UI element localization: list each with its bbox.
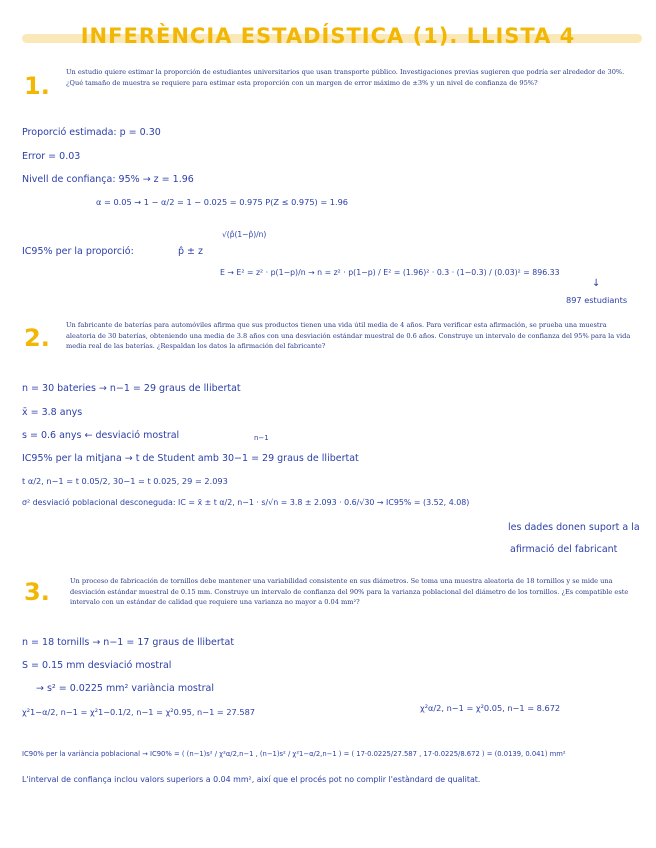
p1-line-ic-label: IC95% per la proporció: bbox=[22, 246, 134, 257]
p2-line-sd: s = 0.6 anys ← desviació mostral bbox=[22, 430, 180, 441]
p2-line-ic: IC95% per la mitjana → t de Student amb 30−1 = 29 graus de llibertat bbox=[22, 453, 359, 464]
p3-line-chi-upper: χ²1−α/2, n−1 = χ²1−0.1/2, n−1 = χ²0.95, n−1 = 27.587 bbox=[22, 707, 255, 717]
p2-line-sup: n−1 bbox=[254, 434, 269, 442]
title-area bbox=[0, 22, 656, 56]
problem-2-number: 2. bbox=[24, 324, 50, 352]
p3-line-n: n = 18 tornills → n−1 = 17 graus de llibertat bbox=[22, 637, 235, 648]
p2-conclusion-1: les dades donen suport a la bbox=[508, 522, 640, 533]
p2-line-t: t α/2, n−1 = t 0.05/2, 30−1 = t 0.025, 29 = 2.093 bbox=[22, 476, 228, 486]
p1-formula-start: p̂ ± z bbox=[178, 246, 204, 257]
p1-formula-root: √(p̂(1−p̂)/n) bbox=[222, 230, 267, 239]
p3-line-sd: S = 0.15 mm desviació mostral bbox=[22, 660, 172, 671]
p1-line-alpha: α = 0.05 → 1 − α/2 = 1 − 0.025 = 0.975 P(Z ≤ 0.975) = 1.96 bbox=[96, 197, 349, 207]
p2-line-n: n = 30 bateries → n−1 = 29 graus de llibertat bbox=[22, 383, 241, 394]
p2-line-mean: x̄ = 3.8 anys bbox=[22, 407, 83, 418]
p3-line-variance: → s² = 0.0225 mm² variància mostral bbox=[36, 683, 214, 694]
p3-line-conclusion: L'interval de confiança inclou valors superiors a 0.04 mm², així que el procés pot no complir l'estàndard de qualitat. bbox=[22, 775, 481, 784]
p2-conclusion-2: afirmació del fabricant bbox=[510, 544, 618, 555]
p2-line-interval: σ² desviació poblacional desconeguda: IC = x̄ ± t α/2, n−1 · s/√n = 3.8 ± 2.093 · 0.6/√30 → IC95% = (3.52, 4.08) bbox=[22, 498, 470, 507]
problem-3-statement: Un proceso de fabricación de tornillos debe mantener una variabilidad consistente en sus diámetros. Se toma una muestra aleatoria de 18 tornillos y se mide una desviación estándar muestral de 0.15 mm. Construye un intervalo de confianza del 90% para la varianza poblacional del diámetro de los tornillos. ¿Es compatible este intervalo con un estándar de calidad que requiere una varianza no mayor a 0.04 mm²? bbox=[70, 577, 629, 606]
problem-3-number: 3. bbox=[24, 578, 50, 606]
problem-1-number: 1. bbox=[24, 72, 50, 100]
p1-line-error: Error = 0.03 bbox=[22, 151, 81, 162]
p1-down-arrow: ↓ bbox=[592, 278, 601, 289]
p1-result: 897 estudiants bbox=[566, 295, 628, 305]
p1-line-confidence: Nivell de confiança: 95% → z = 1.96 bbox=[22, 174, 194, 185]
problem-2-statement: Un fabricante de baterías para automóviles afirma que sus productos tienen una vida útil media de 4 años. Para verificar esta afirmación, se prueba una muestra aleatoria de 30 baterías, obteniendo una media de 3.8 años con una desviación estándar muestral de 0.6 años. Construye un intervalo de confianza del 95% para la vida media real de las baterías. ¿Respaldan los datos la afirmación del fabricante? bbox=[66, 321, 631, 350]
p3-line-chi-lower: χ²α/2, n−1 = χ²0.05, n−1 = 8.672 bbox=[420, 703, 561, 713]
problem-1-statement: Un estudio quiere estimar la proporción de estudiantes universitarios que usan transporte público. Investigaciones previas sugieren que podría ser alrededor de 30%. ¿Qué tamaño de muestra se requiere para estimar esta proporción con un margen de error máximo de ±3% y un nivel de confianza de 95%? bbox=[66, 68, 625, 87]
p1-formula-derivation: E → E² = z² · p(1−p)/n → n = z² · p(1−p) / E² = (1.96)² · 0.3 · (1−0.3) / (0.03)² = 896.33 bbox=[220, 268, 560, 277]
p1-line-proportion: Proporció estimada: p = 0.30 bbox=[22, 127, 161, 138]
p3-line-interval: IC90% per la variància poblacional → IC90% = ( (n−1)s² / χ²α/2,n−1 , (n−1)s² / χ²1−α/2,n−1 ) = ( 17·0.0225/27.587 , 17·0.0225/8.672 ) = (0.0139, 0.041) mm² bbox=[22, 750, 566, 758]
page-title: INFERÈNCIA ESTADÍSTICA (1). LLISTA 4 bbox=[80, 24, 576, 48]
